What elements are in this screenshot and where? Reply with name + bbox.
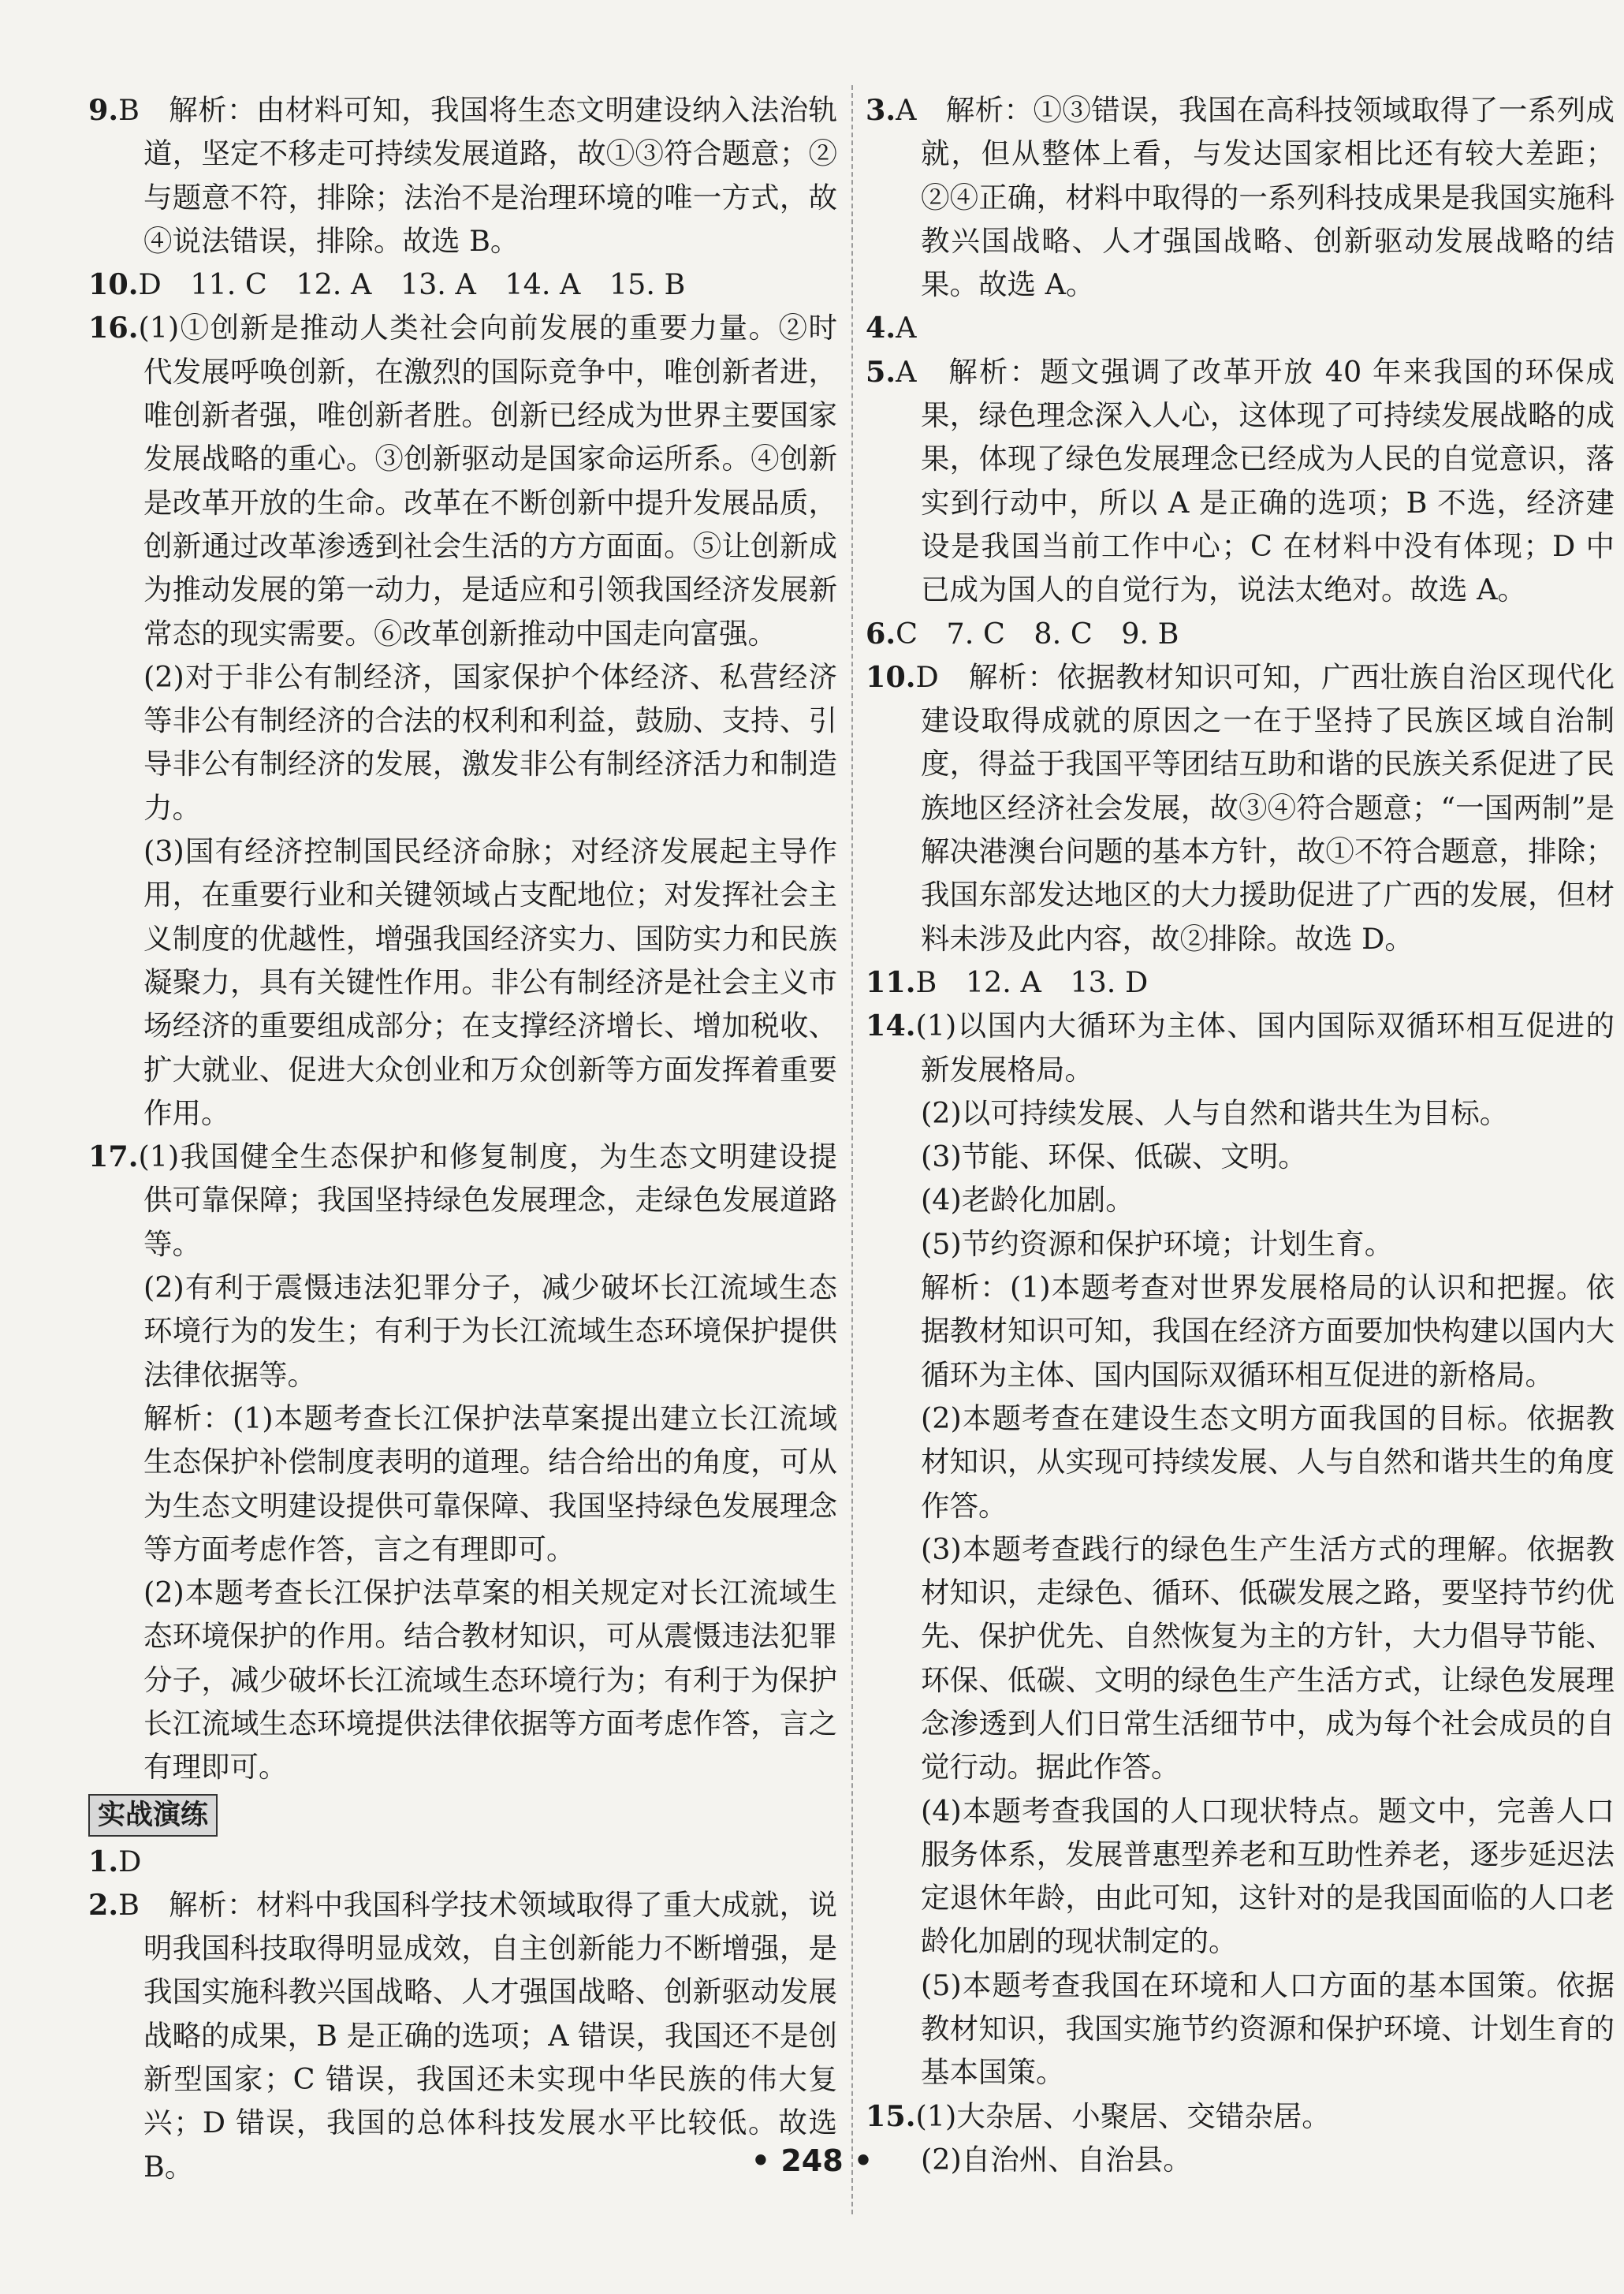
answer-text: B 解析：材料中我国科学技术领域取得了重大成就，说明我国科技取得明显成效，自主创新能力不断增强，是我国实施科教兴国战略、人才强国战略、创新驱动发展战略的成果，B 是正确的选项；A 错误，我国还不是创新型国家；C 错误，我国还未实现中华民族的伟大复兴；D 错误，我国的总体科技发展水平比较低。故选 B。 (118, 1887, 837, 2184)
answer-subitem-text: (2)本题考查在建设生态文明方面我国的目标。依据教材知识，从实现可持续发展、人与自然和谐共生的角度作答。 (921, 1401, 1615, 1523)
answer-subitem (88, 830, 837, 1135)
section-heading: 实战演练 (88, 1794, 218, 1837)
answer-subitem-text: 解析：(1)本题考查对世界发展格局的认识和把握。依据教材知识可知，我国在经济方面要加快构建以国内大循环为主体、国内国际双循环相互促进的新格局。 (921, 1270, 1615, 1392)
answer-subitem-text: (5)节约资源和保护环境；计划生育。 (921, 1226, 1394, 1261)
page-number-dot-right: • (853, 2143, 873, 2178)
page-number (0, 2143, 1624, 2178)
answer-subitem (866, 1789, 1615, 1964)
answer-subitem-text: (2)本题考查长江保护法草案的相关规定对长江流域生态环境保护的作用。结合教材知识，可从震慑违法犯罪分子，减少破坏长江流域生态环境行为；有利于为保护长江流域生态环境提供法律依据等方面考虑作答，言之有理即可。 (143, 1576, 837, 1785)
answer-subitem-text: (2)对于非公有制经济，国家保护个体经济、私营经济等非公有制经济的合法的权利和利益，鼓励、支持、引导非公有制经济的发展，激发非公有制经济活力和制造力。 (143, 659, 837, 825)
answer-subitem-text: (4)老龄化加剧。 (921, 1183, 1134, 1218)
answer-item (866, 960, 1615, 1004)
answer-subitem-text: (2)以可持续发展、人与自然和谐共生为目标。 (921, 1095, 1509, 1130)
left-column (88, 88, 837, 2188)
answer-item (866, 350, 1615, 612)
answer-text: (1)①创新是推动人类社会向前发展的重要力量。②时代发展呼唤创新，在激烈的国际竞争中，唯创新者进，唯创新者强，唯创新者胜。创新已经成为世界主要国家发展战略的重心。③创新驱动是国家命运所系。④创新是改革开放的生命。改革在不断创新中提升发展品质，创新通过改革渗透到社会生活的方方面面。⑤让创新成为推动发展的第一动力，是适应和引领我国经济发展新常态的现实需要。⑥改革创新推动中国走向富强。 (138, 311, 837, 651)
question-number: 11. (866, 964, 916, 999)
answer-text: (1)以国内大循环为主体、国内国际双循环相互促进的新发展格局。 (915, 1009, 1615, 1087)
answer-subitem-text: (5)本题考查我国在环境和人口方面的基本国策。依据教材知识，我国实施节约资源和保护环境、计划生育的基本国策。 (921, 1968, 1615, 2090)
answer-subitem-text: (2)有利于震慑违法犯罪分子，减少破坏长江流域生态环境行为的发生；有利于为长江流域生态环境保护提供法律依据等。 (143, 1270, 837, 1392)
question-number: 10. (88, 267, 139, 302)
question-number: 4. (866, 311, 896, 345)
question-number: 2. (88, 1887, 119, 1922)
answer-subitem-text: 解析：(1)本题考查长江保护法草案提出建立长江流域生态保护补偿制度表明的道理。结合给出的角度，可从为生态文明建设提供可靠保障、我国坚持绿色发展理念等方面考虑作答，言之有理即可。 (143, 1401, 837, 1566)
question-number: 9. (88, 93, 119, 127)
answer-item (866, 655, 1615, 960)
answer-item (88, 1840, 837, 1883)
answer-text: D (118, 1844, 142, 1878)
question-number: 10. (866, 659, 916, 694)
answer-subitem (866, 1964, 1615, 2094)
answer-subitem-text: (3)国有经济控制国民经济命脉；对经济发展起主导作用，在重要行业和关键领域占支配地位；对发挥社会主义制度的优越性，增强我国经济实力、国防实力和民族凝聚力，具有关键性作用。非公有制经济是社会主义市场经济的重要组成部分；在支撑经济增长、增加税收、扩大就业、促进大众创业和万众创新等方面发挥着重要作用。 (143, 834, 837, 1130)
answer-subitem (88, 1571, 837, 1789)
question-number: 16. (88, 311, 139, 345)
answer-text: A 解析：①③错误，我国在高科技领域取得了一系列成就，但从整体上看，与发达国家相比还有较大差距；②④正确，材料中取得的一系列科技成果是我国实施科教兴国战略、人才强国战略、创新驱动发展战略的结果。故选 A。 (896, 93, 1615, 302)
answer-text: A 解析：题文强调了改革开放 40 年来我国的环保成果，绿色理念深入人心，这体现了可持续发展战略的成果，体现了绿色发展理念已经成为人民的自觉意识，落实到行动中，所以 A 是正确的选项；B 不选，经济建设是我国当前工作中心；C 在材料中没有体现；D 中已成为国人的自觉行为，说法太绝对。故选 A。 (896, 354, 1615, 607)
answer-text: (1)大杂居、小聚居、交错杂居。 (915, 2098, 1331, 2133)
answer-subitem-text: (3)节能、环保、低碳、文明。 (921, 1140, 1307, 1174)
answer-item (88, 1883, 837, 2188)
answer-text: D 11. C 12. A 13. A 14. A 15. B (138, 267, 686, 302)
answer-subitem (866, 1266, 1615, 1397)
answer-text: A (896, 311, 917, 345)
answer-subitem (866, 1222, 1615, 1266)
page-number-value: 248 (780, 2143, 844, 2178)
answer-subitem (88, 1266, 837, 1397)
answer-text: C 7. C 8. C 9. B (896, 616, 1179, 651)
question-number: 14. (866, 1009, 916, 1043)
question-number: 1. (88, 1844, 119, 1878)
right-column (866, 88, 1615, 2181)
answer-subitem (866, 1135, 1615, 1178)
question-number: 6. (866, 616, 896, 651)
answer-item (866, 88, 1615, 306)
answer-subitem (88, 1397, 837, 1571)
page-number-dot-left: • (751, 2143, 771, 2178)
answer-text: D 解析：依据教材知识可知，广西壮族自治区现代化建设取得成就的原因之一在于坚持了民族区域自治制度，得益于我国平等团结互助和谐的民族关系促进了民族地区经济社会发展，故③④符合题意；“一国两制”是解决港澳台问题的基本方针，故①不符合题意，排除；我国东部发达地区的大力援助促进了广西的发展，但材料未涉及此内容，故②排除。故选 D。 (915, 659, 1615, 956)
answer-subitem (866, 1527, 1615, 1789)
section-heading-wrap (88, 1789, 837, 1840)
answer-item (88, 263, 837, 306)
question-number: 15. (866, 2098, 916, 2133)
answer-item (866, 1004, 1615, 1091)
answer-text: B 解析：由材料可知，我国将生态文明建设纳入法治轨道，坚定不移走可持续发展道路，故①③符合题意；②与题意不符，排除；法治不是治理环境的唯一方式，故④说法错误，排除。故选 B。 (118, 93, 837, 258)
question-number: 17. (88, 1140, 139, 1174)
answer-text: B 12. A 13. D (915, 964, 1149, 999)
answer-subitem (866, 1178, 1615, 1222)
answer-subitem (866, 1091, 1615, 1135)
question-number: 5. (866, 354, 896, 389)
answer-item (88, 306, 837, 655)
column-divider (851, 85, 853, 2214)
answer-text: (1)我国健全生态保护和修复制度，为生态文明建设提供可靠保障；我国坚持绿色发展理念，走绿色发展道路等。 (138, 1140, 837, 1261)
answer-item (88, 88, 837, 263)
answer-subitem-text: (2)自治州、自治县。 (921, 2142, 1192, 2177)
answer-subitem-text: (4)本题考查我国的人口现状特点。题文中，完善人口服务体系，发展普惠型养老和互助性养老，逐步延迟法定退休年龄，由此可知，这针对的是我国面临的人口老龄化加剧的现状制定的。 (921, 1793, 1615, 1959)
answer-subitem (866, 1397, 1615, 1527)
answer-subitem (88, 655, 837, 830)
answer-item (866, 612, 1615, 655)
answer-item (866, 306, 1615, 349)
answer-subitem-text: (3)本题考查践行的绿色生产生活方式的理解。依据教材知识，走绿色、循环、低碳发展之路，要坚持节约优先、保护优先、自然恢复为主的方针，大力倡导节能、环保、低碳、文明的绿色生产生活方式，让绿色发展理念渗透到人们日常生活细节中，成为每个社会成员的自觉行动。据此作答。 (921, 1531, 1615, 1785)
answer-item (88, 1135, 837, 1266)
answer-item (866, 2094, 1615, 2138)
question-number: 3. (866, 93, 896, 127)
